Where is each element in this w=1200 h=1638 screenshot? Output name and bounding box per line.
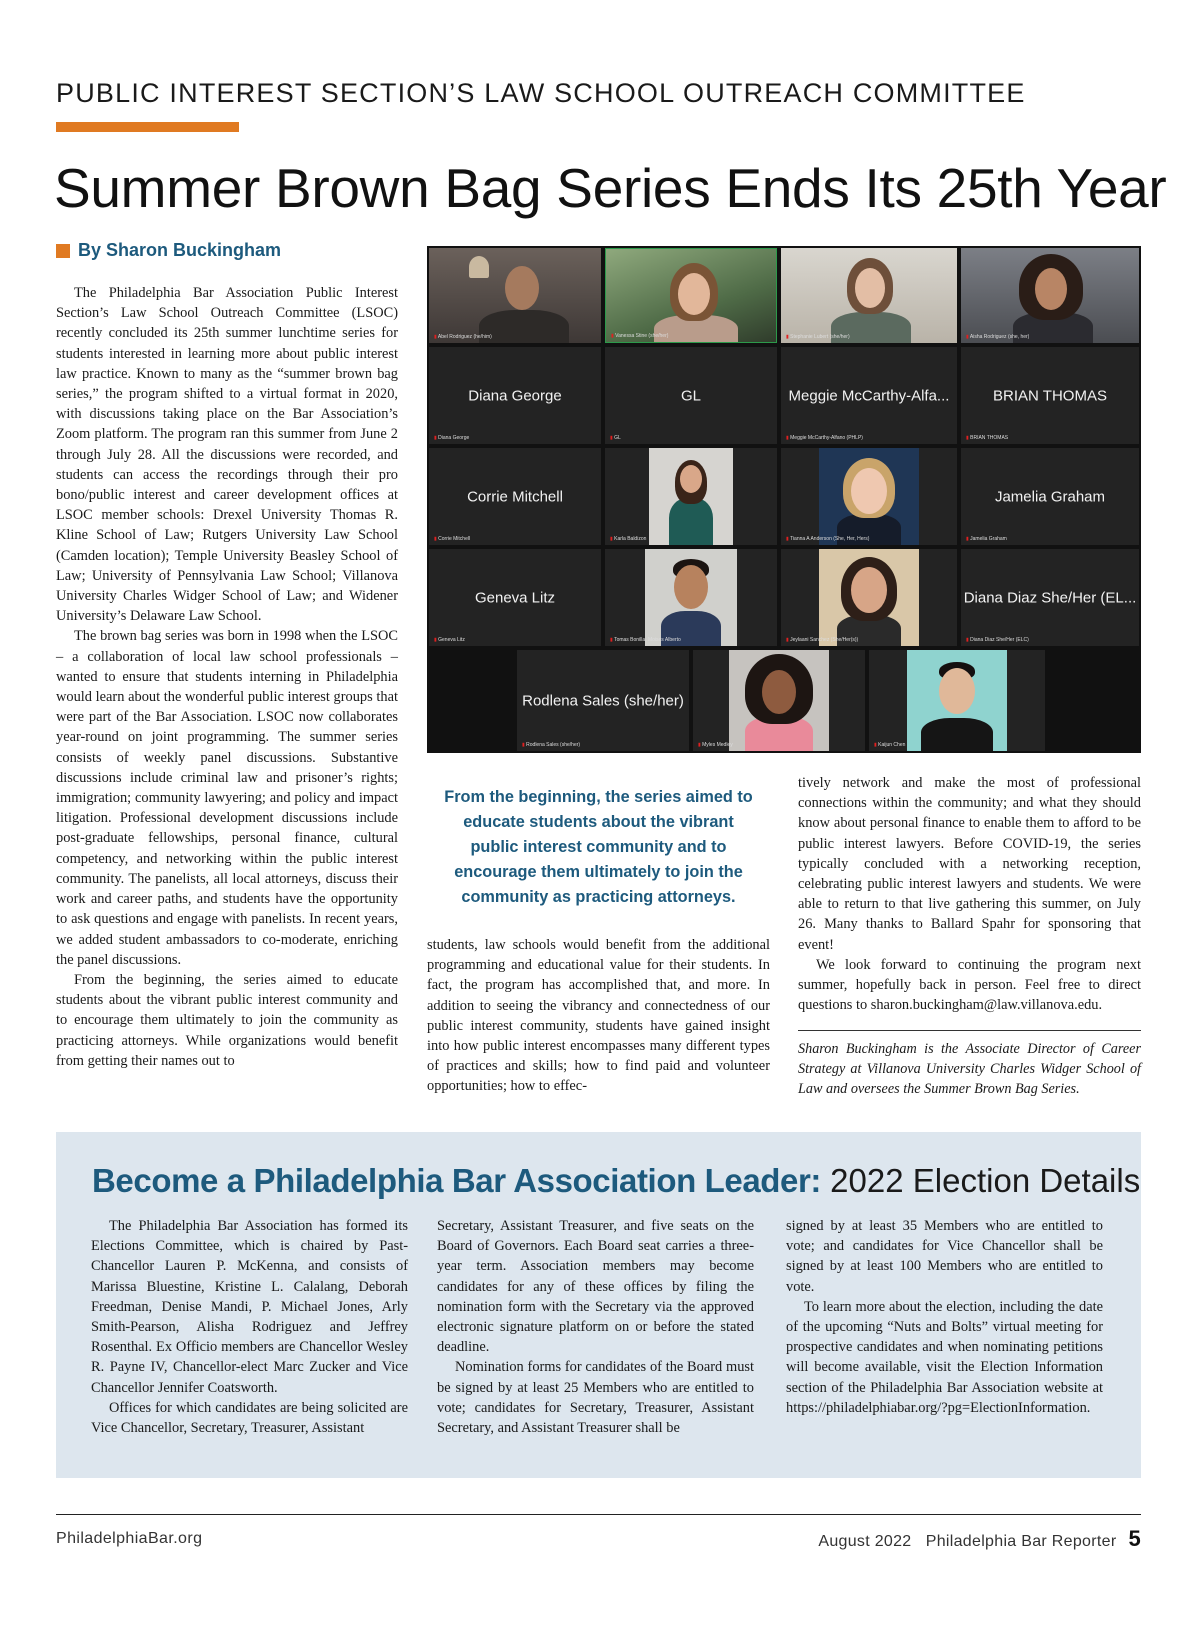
participant-name: Geneva Litz bbox=[474, 589, 556, 606]
lamp-shape bbox=[469, 256, 489, 278]
article-column-2 bbox=[427, 935, 770, 1097]
footer-issue: August 2022 Philadelphia Bar Reporter bbox=[818, 1533, 1117, 1550]
participant-photo bbox=[781, 248, 957, 343]
article-paragraph: students, law schools would benefit from the additional programming and educational value for their students. In fact, the program has accomplished that, and more. In addition to seeing the vibrancy and connectedness of our public interest community, students have gained insight into how public interest encompasses many different types of practices and skills; how to find paid and volunteer opportunities; how to effec- bbox=[427, 937, 770, 1095]
person-head bbox=[762, 670, 796, 714]
zoom-tile bbox=[517, 650, 689, 751]
participant-tag: ▮ Vanessa Stine (she/her) bbox=[611, 333, 668, 339]
participant-tag: ▮ Meggie McCarthy-Alfano (PHLP) bbox=[786, 435, 863, 441]
participant-photo bbox=[429, 248, 601, 343]
section-label: PUBLIC INTEREST SECTION’S LAW SCHOOL OUTREACH COMMITTEE bbox=[56, 78, 1026, 108]
election-paragraph: The Philadelphia Bar Association has formed its Elections Committee, which is chaired by Past-Chancellor Lauren P. McKenna, and consists of Marissa Bluestine, Kristine L. Calalang, Deborah Freedman, Denise Mandi, P. Michael Jones, Arly Smith-Pearson, Alisha Rodriguez and Jeffrey Rosenthal. Ex Officio members are Chancellor Wesley R. Payne IV, Chancellor-elect Marc Zucker and Vice Chancellor Jennifer Coatsworth. bbox=[91, 1218, 408, 1396]
zoom-tile bbox=[869, 650, 1045, 751]
participant-name: Jamelia Graham bbox=[994, 488, 1106, 505]
zoom-tile bbox=[605, 549, 777, 646]
article-paragraph: From the beginning, the series aimed to educate students about the vibrant public interest community and to encourage them ultimately to join the community as practicing attorneys. While organizations would benefit from getting their names out to bbox=[56, 971, 398, 1069]
article-paragraph: tively network and make the most of professional connections within the community; and what they should know about personal finance to enable them to afford to be public interest lawyers. Before COVID-19, the series typically concluded with a networking reception, celebrating public interest lawyers and students. We were able to return to that live gathering this summer, on July 26. Many thanks to Ballard Spahr for sponsoring that event! bbox=[798, 775, 1141, 953]
participant-tag: ▮ Diana George bbox=[434, 435, 469, 441]
participant-tag: ▮ Kaijun Chen bbox=[874, 742, 905, 748]
participant-tag: ▮ Rodlena Sales (she/her) bbox=[522, 742, 580, 748]
participant-name: BRIAN THOMAS bbox=[993, 387, 1107, 404]
footer-divider bbox=[56, 1514, 1141, 1515]
participant-tag: ▮ Myles Medley bbox=[698, 742, 733, 748]
participant-tag: ▮ Jamelia Graham bbox=[966, 536, 1007, 542]
participant-tag: ▮ Aisha Rodriguez (she, her) bbox=[966, 334, 1029, 340]
footer-issue-info bbox=[818, 1526, 1141, 1552]
person-head bbox=[505, 266, 539, 310]
participant-name: Meggie McCarthy-Alfa... bbox=[788, 387, 950, 404]
zoom-tile-active-speaker bbox=[605, 248, 777, 343]
participant-photo bbox=[907, 650, 1007, 751]
article-paragraph: The Philadelphia Bar Association Public Interest Section’s Law School Outreach Committee (LSOC) recently concluded its 25th summer lunchtime series for students interested in learning more about public interest law practice. Known to many as the “summer brown bag series,” the program shifted to a virtual format in 2020, with discussions taking place on the Bar Association’s Zoom platform. The program ran this summer from June 2 through July 28. All the discussions were recorded, and students can access the recordings through their pro bono/public interest and career development offices at LSOC member schools: Drexel University Thomas R. Kline School of Law; Rutgers University Law School (Camden location); Temple University Beasley School of Law; University of Pennsylvania Law School; Villanova University Charles Widger School of Law; and Widener University’s Delaware Law School. bbox=[56, 285, 398, 625]
zoom-tile bbox=[429, 448, 601, 545]
zoom-meeting-photo bbox=[427, 246, 1141, 753]
zoom-tile bbox=[429, 248, 601, 343]
person-head bbox=[674, 565, 708, 609]
participant-tag: ▮ BRIAN THOMAS bbox=[966, 435, 1008, 441]
election-paragraph: Offices for which candidates are being solicited are Vice Chancellor, Secretary, Treasurer, Assistant bbox=[91, 1399, 408, 1437]
participant-name: Diana Diaz She/Her (EL... bbox=[963, 589, 1137, 606]
article-paragraph: We look forward to continuing the program next summer, hopefully back in person. Feel free to direct questions to sharon.buckingham@law.villanova.edu. bbox=[798, 956, 1141, 1014]
participant-tag: ▮ Tomas Bonilla, Moises Alberto bbox=[610, 637, 681, 643]
participant-tag: ▮ Karla Baldizon bbox=[610, 536, 646, 542]
person-head bbox=[678, 273, 710, 315]
person-head bbox=[680, 465, 702, 493]
election-paragraph: Secretary, Assistant Treasurer, and five seats on the Board of Governors. Each Board seat carries a three-year term. Association members may become candidates for any of these offices by filing the nomination form with the Secretary via the approved electronic signature platform on or before the stated deadline. bbox=[437, 1218, 754, 1356]
participant-tag: ▮ Stephanie Lubert (she/her) bbox=[786, 334, 850, 340]
zoom-tile bbox=[429, 347, 601, 444]
participant-name: Corrie Mitchell bbox=[467, 488, 563, 505]
person-head bbox=[855, 268, 885, 308]
participant-tag: ▮ GL bbox=[610, 435, 621, 441]
page-number: 5 bbox=[1128, 1526, 1141, 1551]
election-title-lead: Become a Philadelphia Bar Association Leader: bbox=[92, 1162, 822, 1199]
election-paragraph: Nomination forms for candidates of the Board must be signed by at least 25 Members who are entitled to vote; candidates for Secretary, Treasurer, Assistant Secretary, and Assistant Treasurer shall be bbox=[437, 1359, 754, 1437]
bio-divider bbox=[798, 1030, 1141, 1031]
person-head bbox=[1035, 268, 1067, 310]
zoom-tile bbox=[781, 248, 957, 343]
election-paragraph: To learn more about the election, including the date of the upcoming “Nuts and Bolts” virtual meeting for prospective candidates and when nominating petitions will become available, visit the Election Information section of the Philadelphia Bar Association website at https://philadelphiabar.org/?pg=ElectionInformation. bbox=[786, 1298, 1103, 1416]
election-sidebar-box bbox=[56, 1132, 1141, 1478]
byline-text: By Sharon Buckingham bbox=[78, 240, 282, 260]
author-bio: Sharon Buckingham is the Associate Director of Career Strategy at Villanova University Charles Widger School of Law and oversees the Summer Brown Bag Series. bbox=[798, 1041, 1141, 1097]
article-headline: Summer Brown Bag Series Ends Its 25th Year bbox=[54, 157, 1167, 219]
participant-tag: ▮ Geneva Litz bbox=[434, 637, 465, 643]
zoom-tile bbox=[605, 448, 777, 545]
article-paragraph: The brown bag series was born in 1998 when the LSOC – a collaboration of local law school professionals – wanted to ensure that students interning in Philadelphia would learn about the wonderful public interest groups that were part of the Bar Association. LSOC now collaborates year-round on joint programming. The summer series consists of weekly panel discussions. Substantive discussions include criminal law and prisoner’s rights; immigration; community lawyering; and policy and impact litigation. Professional development discussions include post-graduate fellowships, personal finance, cultural competency, and networking within the public interest community. The panelists, all local attorneys, discuss their work and career paths, and students have the opportunity to ask questions and engage with panelists. In recent years, we added student ambassadors to co-moderate, enriching the panel discussions. bbox=[56, 628, 398, 968]
article-column-1 bbox=[56, 283, 398, 1071]
election-column-2 bbox=[437, 1216, 754, 1438]
participant-name: Diana George bbox=[468, 387, 562, 404]
participant-photo bbox=[645, 549, 737, 646]
election-paragraph: signed by at least 35 Members who are entitled to vote; and candidates for Vice Chancellor shall be signed by at least 100 Members who are entitled to vote. bbox=[786, 1218, 1103, 1295]
zoom-tile bbox=[961, 448, 1139, 545]
zoom-tile bbox=[605, 347, 777, 444]
person-head bbox=[851, 468, 887, 514]
person-torso bbox=[479, 310, 569, 343]
participant-name: GL bbox=[680, 387, 701, 404]
zoom-tile bbox=[429, 549, 601, 646]
zoom-tile bbox=[961, 549, 1139, 646]
article-column-3 bbox=[798, 773, 1141, 1015]
zoom-tile bbox=[961, 347, 1139, 444]
zoom-tile bbox=[781, 448, 957, 545]
participant-photo bbox=[729, 650, 829, 751]
participant-tag: ▮ Jeylaani Sanchez (She/Her(s)) bbox=[786, 637, 858, 643]
person-torso bbox=[669, 498, 713, 545]
participant-tag: ▮ Corrie Mitchell bbox=[434, 536, 470, 542]
election-column-3 bbox=[786, 1216, 1103, 1418]
election-title-tail: 2022 Election Details bbox=[821, 1162, 1141, 1199]
participant-photo bbox=[961, 248, 1139, 343]
zoom-tile bbox=[961, 248, 1139, 343]
pull-quote: From the beginning, the series aimed to educate students about the vibrant public interest community and to encourage them ultimately to join the community as practicing attorneys. bbox=[444, 788, 753, 906]
participant-tag: ▮ Abel Rodriguez (he/him) bbox=[434, 334, 492, 340]
byline bbox=[56, 240, 281, 261]
person-torso bbox=[921, 718, 993, 751]
participant-photo bbox=[606, 249, 777, 343]
footer-website: PhiladelphiaBar.org bbox=[56, 1530, 203, 1547]
election-column-1 bbox=[91, 1216, 408, 1438]
participant-tag: ▮ Diana Diaz She/Her (ELC) bbox=[966, 637, 1029, 643]
participant-photo bbox=[649, 448, 733, 545]
participant-photo bbox=[819, 448, 919, 545]
zoom-tile bbox=[781, 347, 957, 444]
participant-photo bbox=[819, 549, 919, 646]
byline-square-icon bbox=[56, 244, 70, 258]
section-accent-rule bbox=[56, 122, 239, 132]
participant-tag: ▮ Tianna A Anderson (She, Her, Hers) bbox=[786, 536, 869, 542]
person-head bbox=[851, 567, 887, 613]
election-title bbox=[92, 1162, 1140, 1200]
zoom-tile bbox=[693, 650, 865, 751]
zoom-tile bbox=[781, 549, 957, 646]
person-head bbox=[939, 668, 975, 714]
participant-name: Rodlena Sales (she/her) bbox=[522, 692, 684, 709]
